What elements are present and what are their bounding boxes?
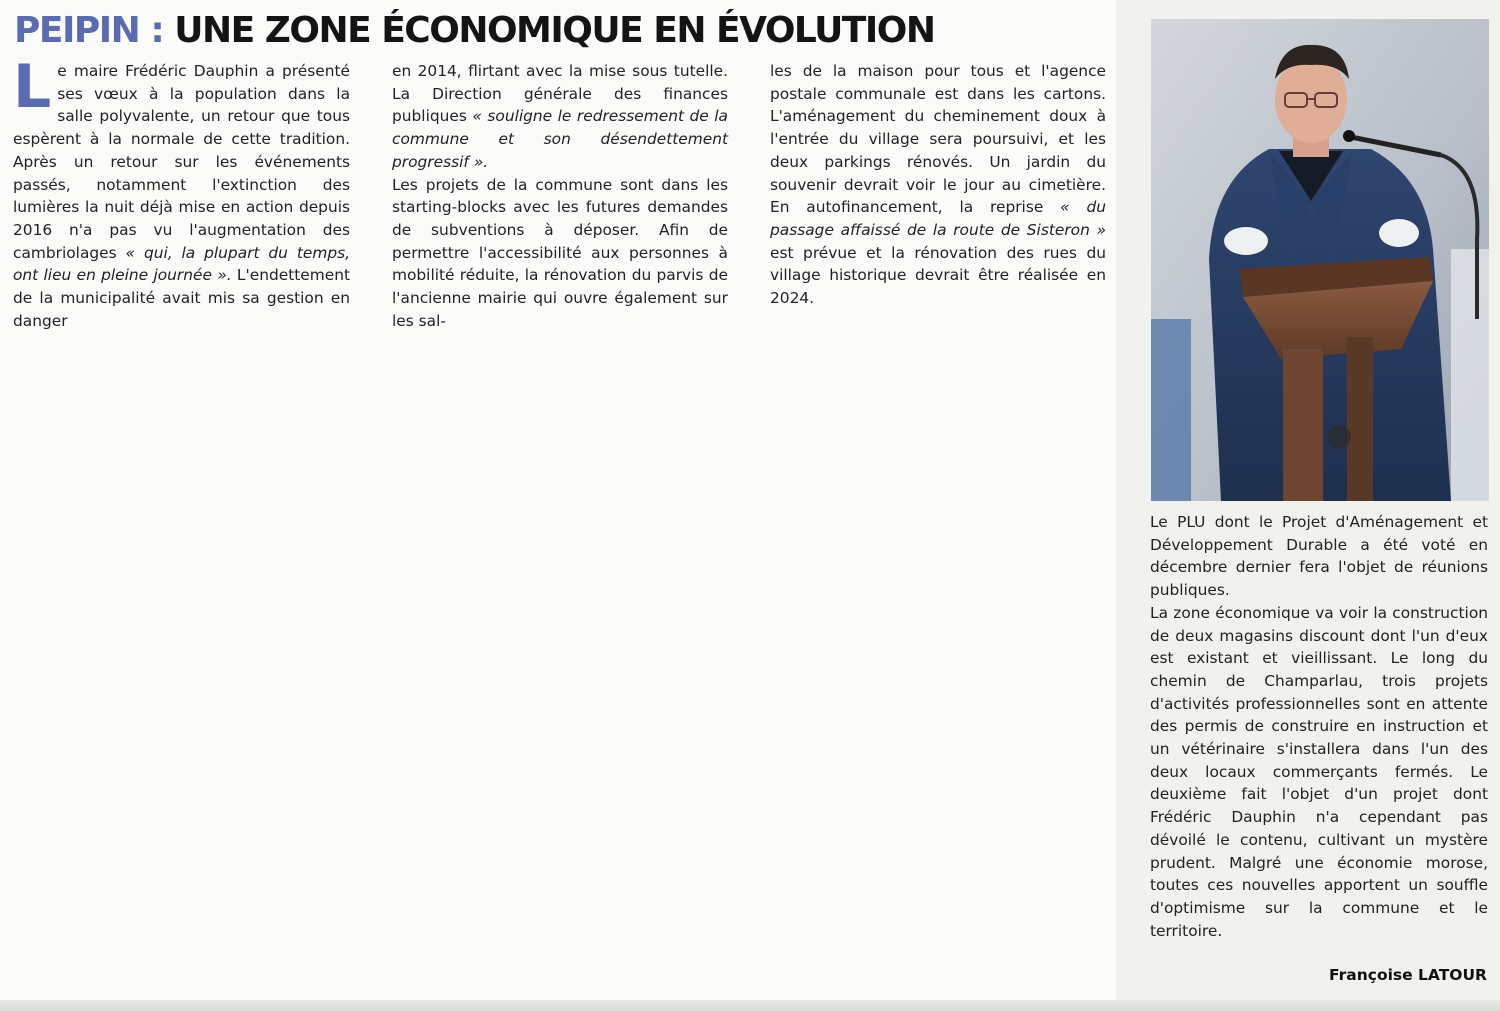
- author-byline: Françoise LATOUR: [1329, 966, 1487, 984]
- headline-place: PEIPIN :: [14, 10, 164, 51]
- caption-paragraph-1: Le PLU dont le Projet d'Aménagement et Développement Durable a été voté en décembre dernier fera l'objet de réunions publiques.: [1150, 513, 1488, 600]
- headline-title: UNE ZONE ÉCONOMIQUE EN ÉVOLUTION: [174, 10, 935, 51]
- article-column-3: [770, 60, 1106, 310]
- caption-paragraph-2: La zone économique va voir la construction de deux magasins discount dont l'un d'eux est existant et vieillissant. Le long du chemin de Champarlau, trois projets d'activités professionnelles sont en attente des permis de construire en instruction et un vétérinaire s'installera dans l'un des deux locaux commerçants fermés. Le deuxième fait l'objet d'un projet dont Frédéric Dauphin n'a cependant pas dévoilé le contenu, cultivant un mystère prudent. Malgré une économie morose, toutes ces nouvelles apportent un souffle d'optimisme sur la commune et le territoire.: [1150, 603, 1488, 940]
- column-3-text: [770, 60, 1106, 310]
- column-3-part-a: les de la maison pour tous et l'agence postale communale est dans les cartons. L'aménagement du cheminement doux à l'entrée du village sera poursuivi, et les deux parkings rénovés. Un jardin du souvenir devrait voir le jour au cimetière. En autofinancement, la reprise: [770, 62, 1106, 217]
- article-column-1: [13, 52, 350, 332]
- mayor-speech-photo: [1151, 19, 1489, 501]
- photo-illustration: [1151, 19, 1489, 501]
- column-3-part-b: est prévue et la rénovation des rues du village historique devrait être réalisée en 2024.: [770, 243, 1106, 308]
- column-2-quote: « souligne le redressement de la commune et son désendettement progressif ».: [392, 107, 728, 171]
- column-3-quote: « du passage affaissé de la route de Sisteron »: [770, 198, 1107, 239]
- microphone-icon: [1343, 130, 1355, 142]
- column-1-part-b: L'endettement de la municipalité avait mis sa gestion en danger: [13, 266, 350, 330]
- column-1-text: [13, 52, 350, 332]
- column-1-quote: « qui, la plupart du temps, ont lieu en pleine journée ».: [13, 243, 350, 285]
- article-headline: [14, 6, 935, 56]
- column-2-paragraph-2: Les projets de la commune sont dans les starting-blocks avec les futures demandes de subventions à déposer. Afin de permettre l'accessibilité aux personnes à mobilité réduite, la rénovation du parvis de l'ancienne mairie qui ouvre également sur les sal-: [392, 175, 728, 330]
- column-1-part-a: e maire Frédéric Dauphin a présenté ses vœux à la population dans la salle polyvalente, un retour que tous espèrent à la normale de cette tradition. Après un retour sur les événements passés, notamment l'extinction des lumières la nuit déjà mise en action depuis 2016 n'a pas vu l'augmentation des cambriolages: [13, 62, 350, 262]
- scan-bottom-edge: [0, 1000, 1500, 1011]
- column-2-paragraph-1: [392, 60, 728, 174]
- article-column-2: [392, 60, 728, 332]
- drop-cap: L: [13, 52, 52, 122]
- column-2-part-a: en 2014, flirtant avec la mise sous tutelle. La Direction générale des finances publiques: [392, 62, 728, 126]
- photo-caption: [1150, 511, 1488, 942]
